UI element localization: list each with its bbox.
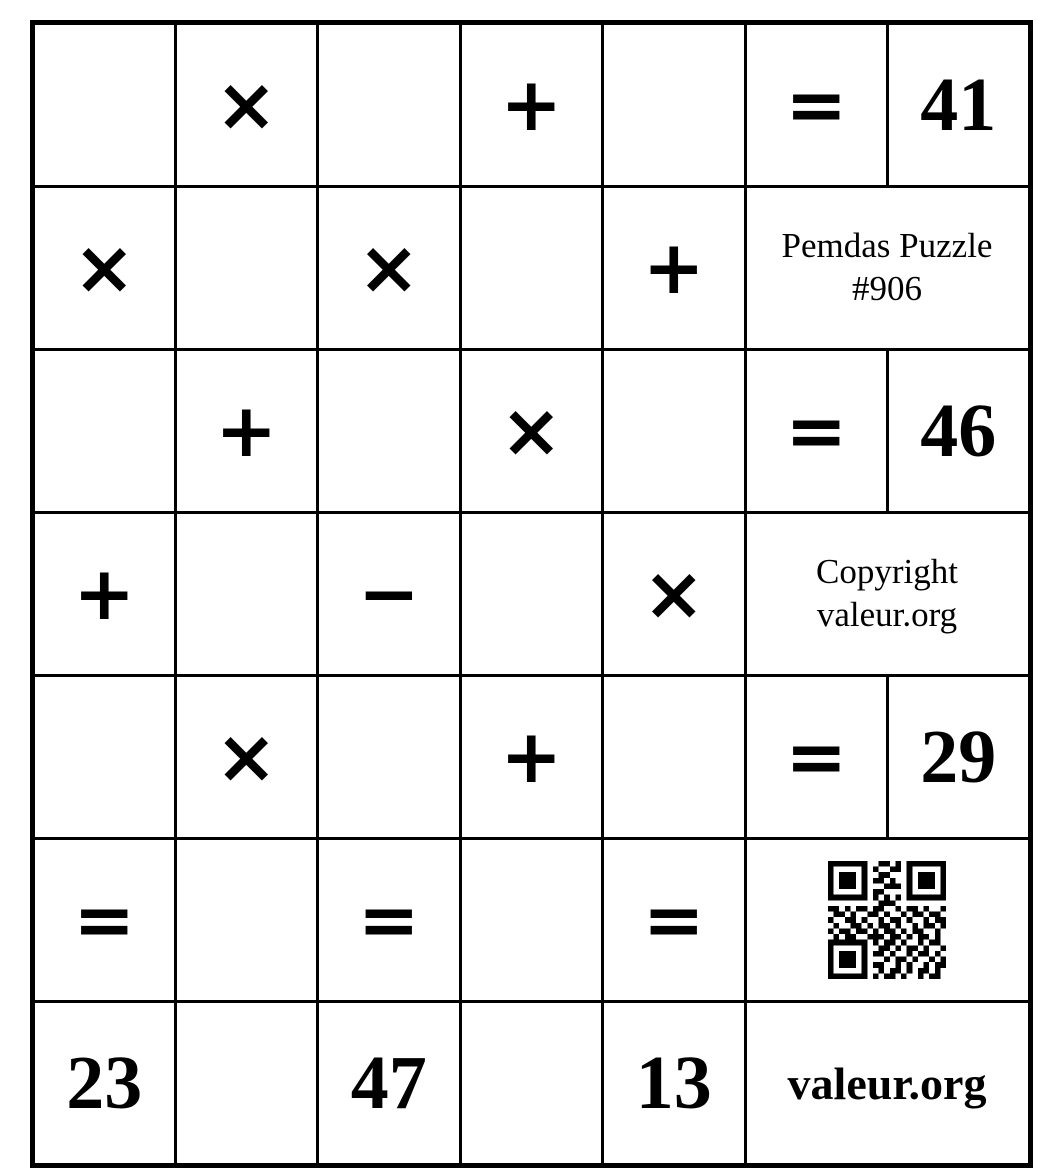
answer-cell[interactable] [318,23,461,187]
times-operator: × [175,676,318,839]
info-line: Pemdas Puzzle [781,226,993,266]
equals-operator: = [33,839,176,1002]
plus-operator: + [33,513,176,676]
grid-row [33,187,1031,350]
plus-operator: + [460,23,603,187]
answer-cell[interactable] [33,350,176,513]
minus-operator: − [318,513,461,676]
plus-operator: + [460,676,603,839]
blocked-cell [175,187,318,350]
result-value: 47 [318,1002,461,1166]
grid-row [33,23,1031,187]
result-value: 23 [33,1002,176,1166]
blocked-cell [460,513,603,676]
times-operator: × [318,187,461,350]
equals-operator: = [745,676,888,839]
blocked-cell [460,1002,603,1166]
times-operator: × [603,513,746,676]
equals-operator: = [603,839,746,1002]
puzzle-page [30,20,1033,1168]
answer-cell[interactable] [318,350,461,513]
blocked-cell [175,1002,318,1166]
pemdas-grid [30,20,1033,1168]
info-line: valeur.org [816,595,958,634]
result-value: 13 [603,1002,746,1166]
equals-operator: = [745,350,888,513]
answer-cell[interactable] [603,350,746,513]
grid-row [33,676,1031,839]
copyright-cell [745,513,1030,676]
times-operator: × [175,23,318,187]
answer-cell[interactable] [318,676,461,839]
qr-cell [745,839,1030,1002]
info-line: #906 [852,269,922,308]
result-value: 41 [888,23,1031,187]
qr-code [828,861,946,979]
grid-row [33,1002,1031,1166]
equals-operator: = [318,839,461,1002]
grid-row [33,350,1031,513]
plus-operator: + [603,187,746,350]
answer-cell[interactable] [33,23,176,187]
plus-operator: + [175,350,318,513]
result-value: 29 [888,676,1031,839]
answer-cell[interactable] [33,676,176,839]
equals-operator: = [745,23,888,187]
blocked-cell [175,513,318,676]
times-operator: × [460,350,603,513]
grid-row [33,839,1031,1002]
info-line: Copyright [816,552,958,592]
grid-row [33,513,1031,676]
blocked-cell [175,839,318,1002]
result-value: 46 [888,350,1031,513]
footer-brand-cell: valeur.org [745,1002,1030,1166]
times-operator: × [33,187,176,350]
answer-cell[interactable] [603,23,746,187]
blocked-cell [460,839,603,1002]
blocked-cell [460,187,603,350]
answer-cell[interactable] [603,676,746,839]
puzzle-title-cell [745,187,1030,350]
